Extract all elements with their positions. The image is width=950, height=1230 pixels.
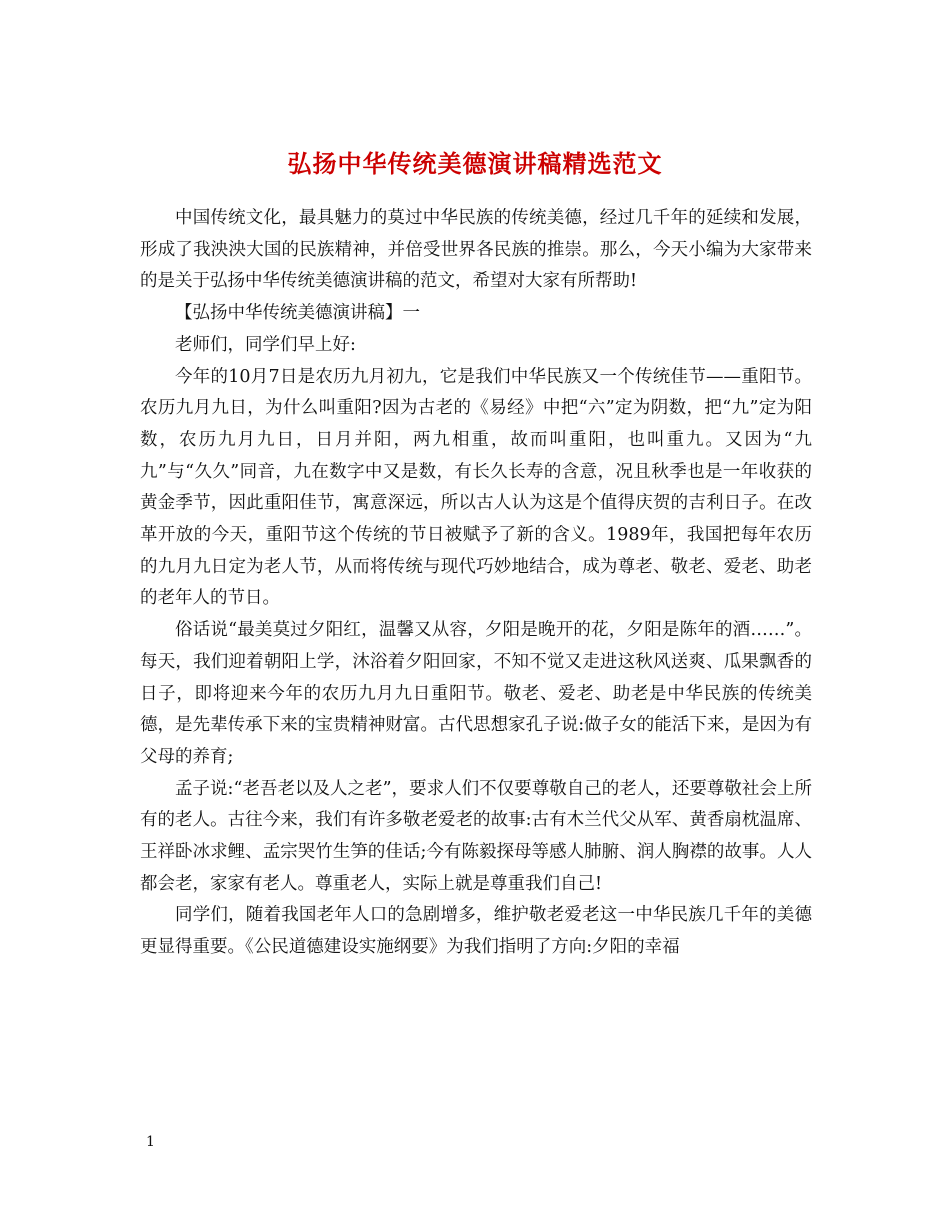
document-body <box>140 203 812 964</box>
paragraph-greeting: 老师们，同学们早上好: <box>175 334 356 355</box>
paragraph-intro: 中国传统文化，最具魅力的莫过中华民族的传统美德，经过几千年的延续和发展，形成了我泱泱大国的民族精神，并倍受世界各民族的推崇。那么，今天小编为大家带来的是关于弘扬中华传统美德演讲稿的范文，希望对大家有所帮助! <box>140 208 812 292</box>
paragraph-mencius: 孟子说:“老吾老以及人之老”，要求人们不仅要尊敬自己的老人，还要尊敬社会上所有的老人。古往今来，我们有许多敬老爱老的故事:古有木兰代父从军、黄香扇枕温席、王祥卧冰求鲤、孟宗哭竹生笋的佳话;今有陈毅探母等感人肺腑、润人胸襟的故事。人人都会老，家家有老人。尊重老人，实际上就是尊重我们自己! <box>140 778 812 894</box>
paragraph-classmates: 同学们，随着我国老年人口的急剧增多，维护敬老爱老这一中华民族几千年的美德更显得重要。《公民道德建设实施纲要》为我们指明了方向:夕阳的幸福 <box>140 905 812 958</box>
paragraph-chongyang: 今年的10月7日是农历九月初九，它是我们中华民族又一个传统佳节——重阳节。农历九月九日，为什么叫重阳?因为古老的《易经》中把“六”定为阴数，把“九”定为阳数，农历九月九日，日月并阳，两九相重，故而叫重阳，也叫重九。又因为“九九”与“久久”同音，九在数字中又是数，有长久长寿的含意，况且秋季也是一年收获的黄金季节，因此重阳佳节，寓意深远，所以古人认为这是个值得庆贺的吉利日子。在改革开放的今天，重阳节这个传统的节日被赋予了新的含义。1989年，我国把每年农历的九月九日定为老人节，从而将传统与现代巧妙地结合，成为尊老、敬老、爱老、助老的老年人的节日。 <box>140 366 812 609</box>
paragraph-proverb: 俗话说“最美莫过夕阳红，温馨又从容，夕阳是晚开的花，夕阳是陈年的酒……”。每天，我们迎着朝阳上学，沐浴着夕阳回家，不知不觉又走进这秋风送爽、瓜果飘香的日子，即将迎来今年的农历九月九日重阳节。敬老、爱老、助老是中华民族的传统美德，是先辈传承下来的宝贵精神财富。古代思想家孔子说:做子女的能活下来，是因为有父母的养育; <box>140 620 812 767</box>
page-number: 1 <box>146 1134 155 1150</box>
section-heading: 【弘扬中华传统美德演讲稿】一 <box>175 303 420 324</box>
document-title: 弘扬中华传统美德演讲稿精选范文 <box>287 149 663 179</box>
